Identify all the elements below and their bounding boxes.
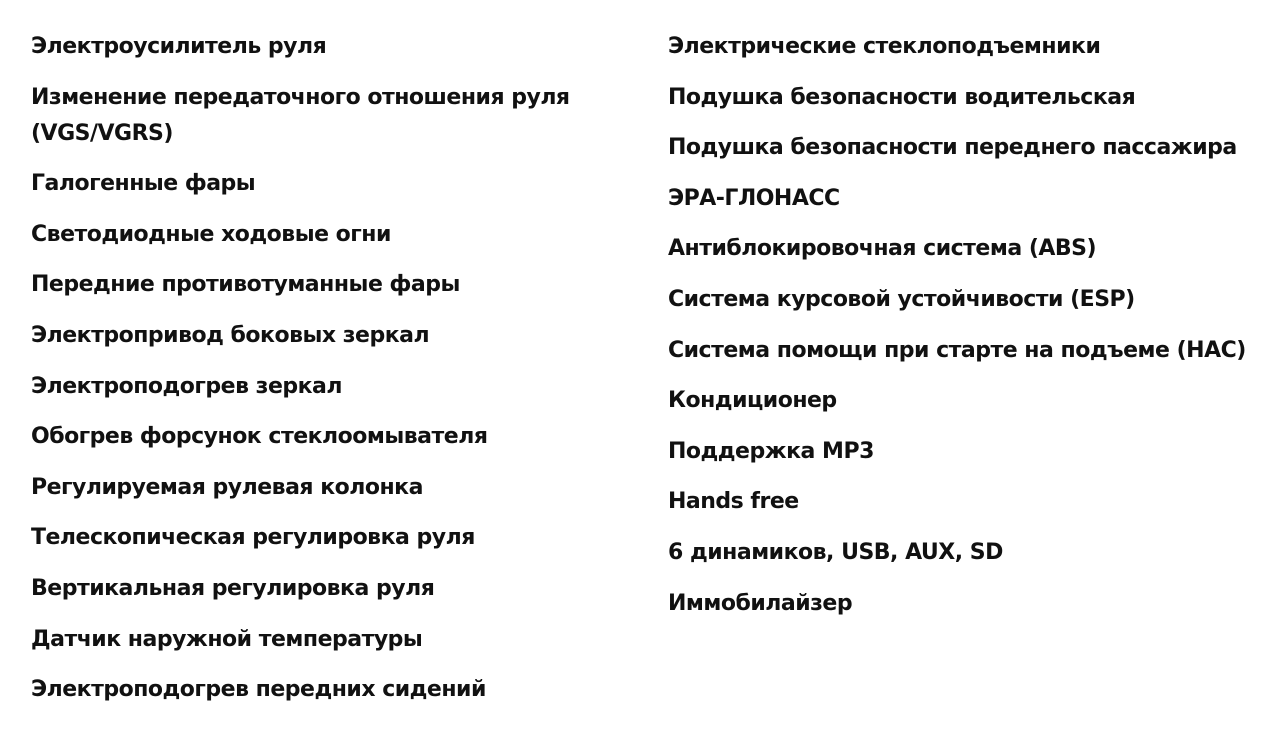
feature-item: Hands free	[668, 489, 799, 515]
feature-item: Регулируемая рулевая колонка	[31, 474, 423, 500]
feature-item: Электрические стеклоподъемники	[668, 34, 1101, 59]
feature-item: Подушка безопасности водительская	[668, 84, 1136, 110]
feature-item: Телескопическая регулировка руля	[31, 525, 475, 551]
feature-item: Антиблокировочная система (ABS)	[668, 236, 1097, 262]
feature-item: Электропривод боковых зеркал	[31, 322, 430, 348]
features-left-column	[31, 29, 621, 723]
feature-item: Изменение передаточного отношения руля (VGS/VGRS)	[31, 84, 570, 146]
feature-item: Система помощи при старте на подъеме (HAC)	[668, 337, 1246, 363]
feature-item: Светодиодные ходовые огни	[31, 221, 391, 247]
feature-item: Система курсовой устойчивости (ESP)	[668, 286, 1135, 312]
feature-item: ЭРА-ГЛОНАСС	[668, 185, 840, 211]
feature-item: Иммобилайзер	[668, 590, 853, 616]
feature-item: Электроподогрев зеркал	[31, 373, 343, 399]
feature-item: Электроусилитель руля	[31, 34, 327, 59]
feature-item: 6 динамиков, USB, AUX, SD	[668, 539, 1003, 565]
feature-item: Галогенные фары	[31, 171, 256, 197]
feature-item: Датчик наружной температуры	[31, 626, 423, 652]
feature-item: Вертикальная регулировка руля	[31, 575, 435, 601]
feature-item: Подушка безопасности переднего пассажира	[668, 135, 1237, 161]
feature-item: Электроподогрев передних сидений	[31, 677, 486, 703]
feature-item: Передние противотуманные фары	[31, 272, 460, 298]
feature-item: Кондиционер	[668, 388, 837, 414]
feature-item: Обогрев форсунок стеклоомывателя	[31, 424, 488, 450]
feature-item: Поддержка MP3	[668, 438, 874, 464]
features-right-column	[668, 29, 1268, 636]
